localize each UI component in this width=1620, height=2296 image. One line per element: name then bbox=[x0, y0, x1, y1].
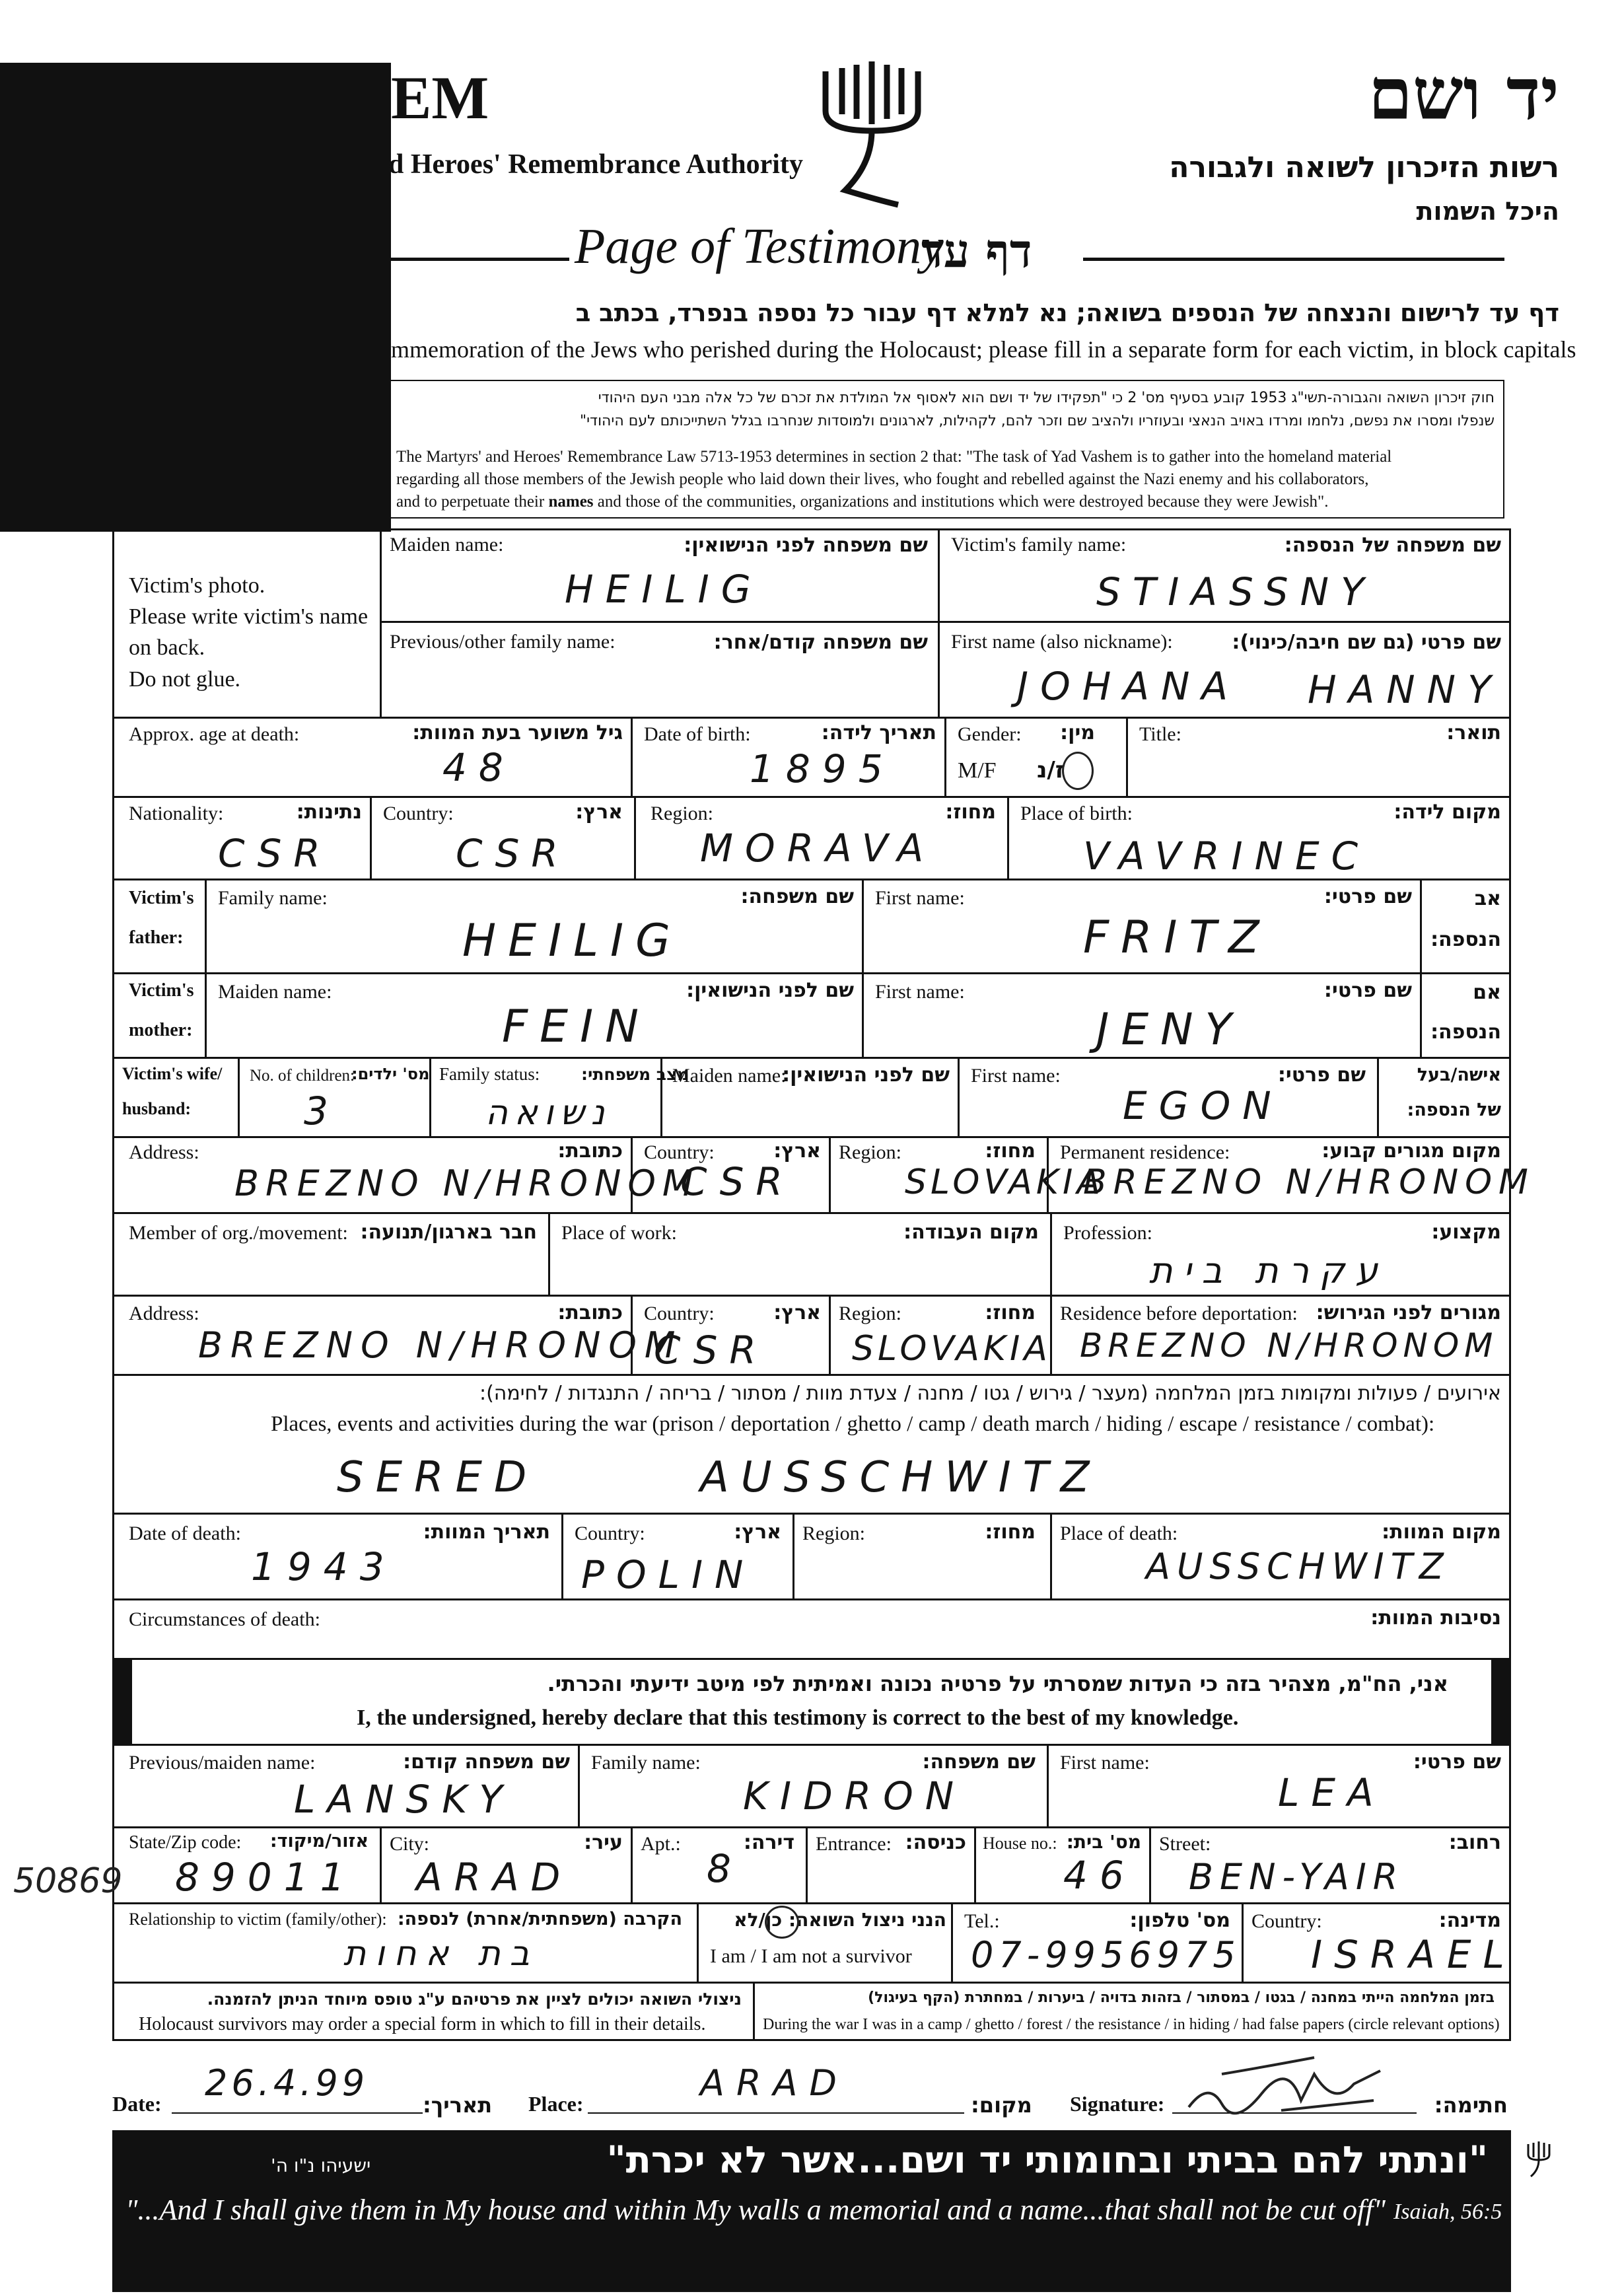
death-place-label: Place of death: bbox=[1060, 1523, 1178, 1544]
mother-first-label: First name: bbox=[875, 981, 965, 1003]
mother-maiden-value[interactable]: FEIN bbox=[502, 1001, 651, 1053]
address2-country-label: Country: bbox=[644, 1303, 715, 1324]
family-status-label-he: מצב משפחתי: bbox=[581, 1065, 689, 1084]
row3-div2 bbox=[634, 796, 636, 879]
photo-instruction-4: Do not glue. bbox=[129, 667, 241, 692]
events-label-he: אירועים / פעולות ומקומות בזמן המלחמה (מעצר / גירוש / גטו / מחנה / צעדת מוות / מסתור / בריחה / התנגדות / לחימה): bbox=[479, 1382, 1501, 1405]
row8-bottom bbox=[112, 1295, 1511, 1297]
spouse-first-label-he: שם פרטי: bbox=[1277, 1063, 1366, 1087]
gender-selected-circle bbox=[1062, 752, 1094, 790]
row9-bottom bbox=[112, 1374, 1511, 1376]
spouse-side-label-2: husband: bbox=[122, 1099, 192, 1118]
father-side-he-1: אב bbox=[1474, 887, 1501, 910]
nationality-value[interactable]: CSR bbox=[218, 831, 332, 876]
submitter-country-label: Country: bbox=[1251, 1910, 1322, 1932]
place-of-work-label-he: מקום העבודה: bbox=[903, 1221, 1039, 1244]
region-label-he: מחוז: bbox=[945, 801, 996, 824]
row3-div3 bbox=[1007, 796, 1009, 879]
age-label-he: גיל משוער בעת המוות: bbox=[412, 721, 623, 744]
spouse-div1 bbox=[238, 1057, 240, 1136]
row2-bottom bbox=[112, 796, 1511, 798]
events-value-2[interactable]: AUSSCHWITZ bbox=[700, 1453, 1102, 1502]
mother-right-div bbox=[1420, 972, 1422, 1057]
form-title-he: דף עד bbox=[921, 223, 1032, 278]
survivor-selected-circle bbox=[765, 1906, 799, 1939]
city-label: City: bbox=[390, 1833, 430, 1855]
sign-place-line bbox=[588, 2112, 964, 2114]
death-country-label: Country: bbox=[575, 1523, 645, 1544]
law-he-line1: חוק זיכרון השואה והגבורה-תשי"ג 1953 קובע בסעיף מס' 2 כי "תפקידו של יד ושם הוא לאסוף אל המולדת את זכרם של כל אלה מבני העם היהודי bbox=[598, 390, 1495, 406]
names-mid-rule bbox=[380, 621, 1511, 623]
hall-of-names-he: היכל השמות bbox=[1416, 197, 1559, 226]
death-place-label-he: מקום המוות: bbox=[1382, 1521, 1501, 1544]
dob-label-he: תאריך לידה: bbox=[821, 721, 936, 744]
age-value[interactable]: 48 bbox=[442, 745, 515, 790]
signature-label: Signature: bbox=[1070, 2092, 1165, 2116]
photo-instruction-3: on back. bbox=[129, 635, 205, 660]
father-family-label-he: שם משפחה: bbox=[740, 885, 854, 908]
father-mid-div bbox=[862, 879, 864, 972]
children-label: No. of children: bbox=[250, 1067, 355, 1085]
row14-bottom bbox=[112, 1826, 1511, 1828]
footer-menorah-icon bbox=[1526, 2140, 1552, 2180]
house-no-value[interactable]: 46 bbox=[1063, 1853, 1136, 1898]
addr3-div5 bbox=[1149, 1826, 1151, 1902]
law-en-line2: regarding all those members of the Jewish people who laid down their lives, who fought and rebelled against the Nazi enemy and his collaborators, bbox=[396, 470, 1369, 488]
sign-date-label: Date: bbox=[112, 2092, 162, 2116]
sign-place-label-he: מקום: bbox=[971, 2093, 1032, 2118]
family-status-label: Family status: bbox=[439, 1064, 540, 1084]
mother-maiden-label-he: שם לפני הנישואין: bbox=[686, 979, 854, 1002]
house-no-label: House no.: bbox=[983, 1834, 1057, 1853]
row2-div2 bbox=[944, 717, 946, 796]
footer-quote-en: "...And I shall give them in My house and within My walls a memorial and a name...that shall not be cut off" bbox=[125, 2194, 1386, 2226]
org-subtitle-en: d Heroes' Remembrance Authority bbox=[388, 149, 803, 180]
row16-bottom bbox=[112, 1982, 1511, 1984]
submitter-first-label: First name: bbox=[1060, 1752, 1150, 1774]
events-label-en: Places, events and activities during the war (prison / deportation / ghetto / camp / death march / hiding / escape / resistance / combat): bbox=[271, 1412, 1435, 1436]
relationship-label: Relationship to victim (family/other): bbox=[129, 1910, 387, 1929]
signature-label-he: חתימה: bbox=[1434, 2093, 1508, 2118]
submitter-family-value[interactable]: KIDRON bbox=[743, 1774, 966, 1818]
zip-label: State/Zip code: bbox=[129, 1832, 242, 1853]
work-div2 bbox=[1050, 1212, 1052, 1295]
tel-label-he: מס' טלפון: bbox=[1129, 1909, 1230, 1932]
title-label: Title: bbox=[1139, 723, 1181, 745]
spouse-div5 bbox=[1377, 1057, 1379, 1136]
footer-quote-he: "ונתתי להם בביתי ובחומותי יד ושם...אשר לא יכרת" bbox=[606, 2139, 1488, 2182]
form-title-en: Page of Testimony bbox=[575, 219, 944, 274]
instruction-en: mmemoration of the Jews who perished during the Holocaust; please fill in a separate form for each victim, in block capitals bbox=[391, 336, 1576, 363]
death-div1 bbox=[561, 1513, 563, 1598]
row3-bottom bbox=[112, 879, 1511, 880]
law-en-line1: The Martyrs' and Heroes' Remembrance Law 5713-1953 determines in section 2 that: "The task of Yad Vashem is to gather into the homeland material bbox=[396, 448, 1392, 466]
maiden-name-label: Maiden name: bbox=[390, 534, 504, 556]
address2-label-he: כתובת: bbox=[557, 1301, 623, 1324]
org-name-en: EM bbox=[391, 64, 489, 131]
signature-scribble[interactable] bbox=[1182, 2048, 1400, 2120]
title-label-he: תואר: bbox=[1446, 721, 1501, 744]
profession-label: Profession: bbox=[1063, 1222, 1152, 1244]
sign-date-value[interactable]: 26.4.99 bbox=[205, 2062, 369, 2104]
address1-country-value[interactable]: CSR bbox=[680, 1159, 794, 1204]
work-div1 bbox=[548, 1212, 550, 1295]
address2-region-label: Region: bbox=[839, 1303, 901, 1324]
address1-label-he: כתובת: bbox=[557, 1139, 623, 1163]
addr2-div2 bbox=[829, 1295, 831, 1374]
death-region-label-he: מחוז: bbox=[985, 1521, 1036, 1544]
death-region-label: Region: bbox=[802, 1523, 865, 1544]
zip-value[interactable]: 89011 bbox=[175, 1855, 357, 1900]
city-value[interactable]: ARAD bbox=[416, 1855, 573, 1900]
addr3-div2 bbox=[631, 1826, 633, 1902]
addr3-div1 bbox=[380, 1826, 382, 1902]
circumstances-label: Circumstances of death: bbox=[129, 1608, 320, 1630]
entrance-label: Entrance: bbox=[816, 1833, 892, 1855]
spouse-div4 bbox=[958, 1057, 960, 1136]
family-name-label-he: שם משפחה של הנספה: bbox=[1284, 534, 1501, 557]
row3-div1 bbox=[370, 796, 372, 879]
nationality-label-he: נתינות: bbox=[296, 801, 362, 824]
submitter-prev-label-he: שם משפחה קודם: bbox=[403, 1750, 570, 1774]
address1-country-label: Country: bbox=[644, 1141, 715, 1163]
perm-residence-label: Permanent residence: bbox=[1060, 1141, 1230, 1163]
photo-instruction-2: Please write victim's name bbox=[129, 604, 369, 629]
sub-div1 bbox=[578, 1744, 580, 1826]
country-label-he: ארץ: bbox=[575, 801, 623, 824]
dob-value[interactable]: 1895 bbox=[750, 746, 895, 791]
apt-value[interactable]: 8 bbox=[707, 1846, 743, 1891]
spouse-maiden-label: Maiden name: bbox=[672, 1065, 787, 1087]
gender-options-he[interactable]: ז/נ bbox=[1037, 757, 1065, 783]
nationality-label: Nationality: bbox=[129, 803, 224, 824]
mother-mid-div bbox=[862, 972, 864, 1057]
gender-label: Gender: bbox=[958, 723, 1022, 745]
country-value[interactable]: CSR bbox=[456, 831, 570, 876]
spouse-first-label: First name: bbox=[971, 1065, 1061, 1087]
row13-bottom bbox=[112, 1744, 1511, 1746]
relationship-label-he: הקרבה (משפחתית/אחרת) לנספה: bbox=[397, 1909, 682, 1929]
row5-bottom bbox=[112, 1057, 1511, 1059]
family-status-value[interactable]: נשואה bbox=[485, 1093, 612, 1133]
apt-label: Apt.: bbox=[641, 1833, 681, 1855]
death-date-label: Date of death: bbox=[129, 1523, 241, 1544]
pob-label: Place of birth: bbox=[1020, 803, 1133, 824]
row1-bottom bbox=[112, 717, 1511, 719]
title-rule-right bbox=[1083, 258, 1504, 261]
father-side-he-2: הנספה: bbox=[1430, 928, 1501, 951]
survivor-note-left-he: ניצולי השואה יכולים לציין את פרטיהם ע"ג טופס מיוחד הניתן להזמנה. bbox=[207, 1990, 742, 2009]
row6-bottom bbox=[112, 1136, 1511, 1138]
mother-side-div bbox=[205, 972, 207, 1057]
sub-div2 bbox=[1047, 1744, 1049, 1826]
region-value[interactable]: MORAVA bbox=[700, 826, 936, 871]
apt-label-he: דירה: bbox=[743, 1831, 794, 1854]
submitter-first-value[interactable]: LEA bbox=[1278, 1770, 1386, 1815]
sign-date-line bbox=[172, 2112, 423, 2114]
events-value-1[interactable]: SERED bbox=[337, 1453, 539, 1502]
submitter-country-label-he: מדינה: bbox=[1438, 1909, 1501, 1932]
profession-value[interactable]: עקרת בית bbox=[1149, 1250, 1389, 1291]
street-label-he: רחוב: bbox=[1448, 1831, 1501, 1854]
mother-first-value[interactable]: JENY bbox=[1096, 1004, 1244, 1055]
law-he-line2: שנפלו ומסרו את נפשם, נלחמו ומרדו באויב הנאצי ובעוזריו ולהציב שם וזכר להם, לקהילות, לארגונים ולמוסדות שנחרבו בגלל השתייכותם לעם היהודי" bbox=[580, 413, 1495, 429]
footer-ref-he: ישעיהו נ"ו ה' bbox=[271, 2155, 371, 2176]
declaration-band-right bbox=[1491, 1658, 1511, 1744]
sign-place-label: Place: bbox=[528, 2092, 584, 2116]
org-name-he: יד ושם bbox=[1368, 53, 1559, 136]
zip-label-he: אזור/מיקוד: bbox=[269, 1831, 369, 1851]
address1-value[interactable]: BREZNO N/HRONOM bbox=[234, 1163, 700, 1204]
gender-options[interactable]: M/F bbox=[958, 758, 997, 783]
addr1-div2 bbox=[829, 1136, 831, 1212]
death-div2 bbox=[792, 1513, 794, 1598]
survivor-note-right-en: During the war I was in a camp / ghetto / forest / the resistance / in hiding / had false papers (circle relevant options) bbox=[763, 2016, 1500, 2033]
declaration-band-left bbox=[112, 1658, 132, 1744]
declaration-en: I, the undersigned, hereby declare that this testimony is correct to the best of my knowledge. bbox=[357, 1705, 1239, 1730]
father-first-label: First name: bbox=[875, 887, 965, 909]
house-no-label-he: מס' בית: bbox=[1066, 1831, 1141, 1853]
death-country-value[interactable]: POLIN bbox=[581, 1552, 756, 1597]
mother-side-label-2: mother: bbox=[129, 1020, 193, 1040]
row2-div1 bbox=[631, 717, 633, 796]
margin-note: 50869 bbox=[13, 1861, 123, 1901]
father-side-label-1: Victim's bbox=[129, 888, 194, 908]
submitter-prev-label: Previous/maiden name: bbox=[129, 1752, 316, 1774]
address2-country-label-he: ארץ: bbox=[773, 1301, 821, 1324]
mother-side-he-1: אם bbox=[1473, 981, 1501, 1004]
region-label: Region: bbox=[651, 803, 713, 824]
country-label: Country: bbox=[383, 803, 454, 824]
family-name-value[interactable]: STIASSNY bbox=[1096, 569, 1376, 614]
rel-div3 bbox=[1242, 1902, 1244, 1982]
pob-label-he: מקום לידה: bbox=[1393, 801, 1501, 824]
law-en-line3: and to perpetuate their names and those of the communities, organizations and institutions which were destroyed because they were Jewish". bbox=[396, 493, 1329, 511]
org-subtitle-he: רשות הזיכרון לשואה ולגבורה bbox=[1169, 151, 1559, 184]
children-label-he: מס' ילדים: bbox=[351, 1065, 430, 1083]
addr3-div3 bbox=[806, 1826, 808, 1902]
tel-value[interactable]: 07-9956975 bbox=[971, 1934, 1241, 1976]
death-div3 bbox=[1050, 1513, 1052, 1598]
menorah-logo bbox=[819, 58, 925, 213]
family-name-label: Victim's family name: bbox=[951, 534, 1127, 556]
redaction-block bbox=[0, 63, 391, 532]
footer-ref-en: Isaiah, 56:5 bbox=[1393, 2200, 1502, 2224]
maiden-name-value[interactable]: HEILIG bbox=[565, 567, 763, 612]
sign-date-label-he: תאריך: bbox=[423, 2093, 493, 2118]
address2-region-label-he: מחוז: bbox=[985, 1301, 1036, 1324]
note-div bbox=[753, 1982, 755, 2041]
spouse-side-he-2: של הנספה: bbox=[1407, 1100, 1501, 1120]
residence-before-label-he: מגורים לפני הגירוש: bbox=[1316, 1301, 1501, 1324]
first-name-label-he: שם פרטי (גם שם חיבה/כינוי): bbox=[1232, 631, 1501, 654]
residence-before-label: Residence before deportation: bbox=[1060, 1303, 1298, 1324]
mother-first-label-he: שם פרטי: bbox=[1323, 979, 1412, 1002]
row10-bottom bbox=[112, 1513, 1511, 1515]
entrance-label-he: כניסה: bbox=[905, 1831, 966, 1854]
father-side-label-2: father: bbox=[129, 927, 184, 948]
street-value[interactable]: BEN-YAIR bbox=[1189, 1856, 1405, 1898]
address2-label: Address: bbox=[129, 1303, 199, 1324]
survivor-label-en[interactable]: I am / I am not a survivor bbox=[710, 1945, 912, 1967]
row12-bottom bbox=[112, 1658, 1511, 1660]
first-name-label: First name (also nickname): bbox=[951, 631, 1173, 653]
circumstances-label-he: נסיבות המוות: bbox=[1370, 1606, 1501, 1630]
first-name-value[interactable]: JOHANA bbox=[1017, 664, 1240, 709]
submitter-prev-value[interactable]: LANSKY bbox=[294, 1777, 514, 1822]
prev-name-label: Previous/other family name: bbox=[390, 631, 616, 653]
nickname-value[interactable]: HANNY bbox=[1308, 667, 1503, 712]
father-first-label-he: שם פרטי: bbox=[1323, 885, 1412, 908]
submitter-family-label-he: שם משפחה: bbox=[922, 1750, 1036, 1774]
father-first-value[interactable]: FRITZ bbox=[1083, 912, 1271, 964]
row2-div3 bbox=[1126, 717, 1128, 796]
street-label: Street: bbox=[1159, 1833, 1211, 1855]
address2-country-value[interactable]: CSR bbox=[654, 1328, 768, 1373]
death-date-value[interactable]: 1943 bbox=[251, 1544, 396, 1589]
father-side-div bbox=[205, 879, 207, 972]
rel-div2 bbox=[951, 1902, 953, 1982]
address1-region-label-he: מחוז: bbox=[985, 1139, 1036, 1163]
address1-country-label-he: ארץ: bbox=[773, 1139, 821, 1163]
death-date-label-he: תאריך המוות: bbox=[423, 1521, 550, 1544]
instruction-he: דף עד לרישום והנצחה של הנספים בשואה; נא למלא דף עבור כל נספה בנפרד, בכתב ב bbox=[575, 299, 1559, 327]
row4-bottom bbox=[112, 972, 1511, 974]
member-org-label: Member of org./movement: bbox=[129, 1222, 348, 1244]
spouse-maiden-label-he: שם לפני הנישואין: bbox=[782, 1063, 950, 1087]
declaration-he: אני, הח"מ, מצהיר בזה כי העדות שמסרתי על פרטיה נכונה ואמיתית לפי מיטב ידיעתי והכרתי. bbox=[547, 1671, 1448, 1696]
addr3-div4 bbox=[974, 1826, 976, 1902]
spouse-first-value[interactable]: EGON bbox=[1123, 1083, 1283, 1128]
address1-region-value[interactable]: SLOVAKIA bbox=[905, 1163, 1104, 1202]
address2-region-value[interactable]: SLOVAKIA bbox=[852, 1329, 1051, 1369]
mother-side-label-1: Victim's bbox=[129, 980, 194, 1001]
rel-div1 bbox=[697, 1902, 699, 1982]
children-value[interactable]: 3 bbox=[304, 1089, 340, 1133]
prev-name-label-he: שם משפחה קודם/אחר: bbox=[713, 631, 928, 654]
mother-side-he-2: הנספה: bbox=[1430, 1021, 1501, 1044]
survivor-note-right-he: בזמן המלחמה הייתי במחנה / בגטו / במסתור / בזהות בדויה / ביערות / במחתרת (הקף בעיגול) bbox=[868, 1990, 1495, 2006]
address1-region-label: Region: bbox=[839, 1141, 901, 1163]
death-place-value[interactable]: AUSSCHWITZ bbox=[1146, 1546, 1450, 1587]
submitter-family-label: Family name: bbox=[591, 1752, 701, 1774]
sign-place-value[interactable]: ARAD bbox=[700, 2062, 849, 2104]
address2-value[interactable]: BREZNO N/HRONOM bbox=[198, 1324, 684, 1366]
residence-before-value[interactable]: BREZNO N/HRONOM bbox=[1080, 1326, 1498, 1365]
spouse-side-label-1: Victim's wife/ bbox=[122, 1064, 223, 1083]
row7-bottom bbox=[112, 1212, 1511, 1214]
city-label-he: עיר: bbox=[584, 1831, 623, 1854]
maiden-name-label-he: שם משפחה לפני הנישואין: bbox=[684, 534, 928, 557]
address1-label: Address: bbox=[129, 1141, 199, 1163]
profession-label-he: מקצוע: bbox=[1431, 1221, 1501, 1244]
pob-value[interactable]: VAVRINEC bbox=[1083, 834, 1370, 879]
gender-label-he: מין: bbox=[1060, 721, 1095, 744]
age-label: Approx. age at death: bbox=[129, 723, 300, 745]
death-country-label-he: ארץ: bbox=[734, 1521, 781, 1544]
father-family-value[interactable]: HEILIG bbox=[462, 915, 682, 967]
father-right-div bbox=[1420, 879, 1422, 972]
perm-residence-label-he: מקום מגורים קבוע: bbox=[1321, 1139, 1501, 1163]
row11-bottom bbox=[112, 1598, 1511, 1600]
spouse-side-he-1: אישה/בעל bbox=[1417, 1065, 1501, 1085]
place-of-work-label: Place of work: bbox=[561, 1222, 677, 1244]
submitter-country-value[interactable]: ISRAEL bbox=[1311, 1932, 1516, 1977]
submitter-first-label-he: שם פרטי: bbox=[1413, 1750, 1501, 1774]
father-family-label: Family name: bbox=[218, 887, 328, 909]
survivor-note-left-en: Holocaust survivors may order a special form in which to fill in their details. bbox=[139, 2014, 706, 2034]
survivor-label-he: הנני ניצול השואה: כן/לא bbox=[734, 1909, 946, 1931]
photo-instruction-1: Victim's photo. bbox=[129, 573, 265, 598]
perm-residence-value[interactable]: BREZNO N/HRONOM bbox=[1083, 1163, 1535, 1202]
row15-bottom bbox=[112, 1902, 1511, 1904]
mother-maiden-label: Maiden name: bbox=[218, 981, 332, 1003]
relationship-value[interactable]: בת אחות bbox=[343, 1934, 539, 1974]
member-org-label-he: חבר בארגון/תנועה: bbox=[360, 1221, 537, 1244]
tel-label: Tel.: bbox=[964, 1910, 1000, 1932]
dob-label: Date of birth: bbox=[644, 723, 751, 745]
title-rule-left bbox=[391, 258, 569, 261]
